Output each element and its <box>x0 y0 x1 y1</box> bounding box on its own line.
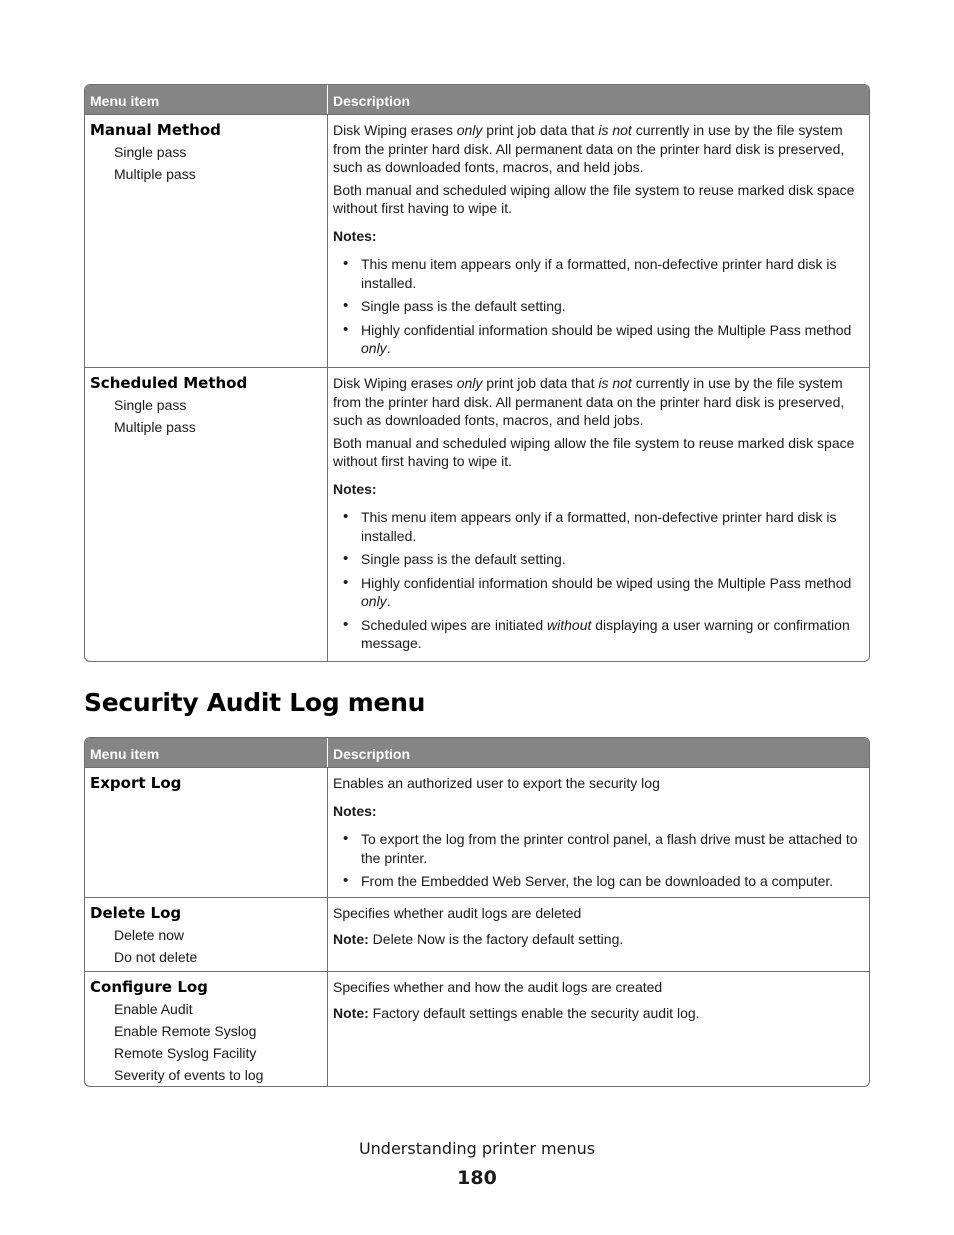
header-description: Description <box>333 93 411 109</box>
description-cell <box>328 768 869 897</box>
description-paragraph: Specifies whether and how the audit logs are created <box>333 979 663 995</box>
header-description: Description <box>333 746 411 762</box>
menu-item-cell <box>85 898 328 971</box>
page-number: 180 <box>457 1167 497 1189</box>
menu-subitem: Delete now <box>114 927 185 943</box>
menu-item-title: Delete Log <box>90 904 182 922</box>
table-row <box>85 768 869 897</box>
list-item: • Scheduled wipes are initiated without displaying a user warning or confirmation message. <box>333 616 865 653</box>
list-item: • To export the log from the printer control panel, a flash drive must be attached to the printer. <box>333 830 865 867</box>
menu-subitem: Severity of events to log <box>114 1067 264 1083</box>
list-item: • This menu item appears only if a formatted, non-defective printer hard disk is installed. <box>333 508 865 545</box>
note-label: Note: <box>333 930 369 947</box>
disk-wiping-table <box>84 84 870 662</box>
list-item: • Single pass is the default setting. <box>333 550 865 569</box>
header-menu-item: Menu item <box>85 738 328 767</box>
table-header <box>85 85 869 115</box>
menu-item-cell <box>85 972 328 1087</box>
description-cell <box>328 972 869 1087</box>
table-row <box>85 367 869 662</box>
menu-item-title: Manual Method <box>90 121 221 139</box>
menu-item-title: Configure Log <box>90 978 208 996</box>
note-text: Delete Now is the factory default setting. <box>368 930 624 947</box>
menu-subitem: Single pass <box>114 397 187 413</box>
menu-subitem: Do not delete <box>114 949 198 965</box>
description-paragraph: Both manual and scheduled wiping allow the file system to reuse marked disk space without first having to wipe it. <box>333 181 855 216</box>
menu-item-cell <box>85 115 328 367</box>
menu-item-title: Scheduled Method <box>90 374 248 392</box>
notes-label: Notes: <box>333 227 377 244</box>
description-cell <box>328 898 869 971</box>
menu-subitem: Single pass <box>114 144 187 160</box>
notes-list <box>333 255 865 358</box>
section-title: Security Audit Log menu <box>84 688 426 717</box>
notes-list <box>333 830 865 891</box>
menu-item-title: Export Log <box>90 774 182 792</box>
menu-subitem: Multiple pass <box>114 166 196 182</box>
menu-subitem: Multiple pass <box>114 419 196 435</box>
header-menu-item: Menu item <box>85 85 328 114</box>
menu-item-cell <box>85 768 328 897</box>
table-row <box>85 115 869 367</box>
description-paragraph: Both manual and scheduled wiping allow the file system to reuse marked disk space without first having to wipe it. <box>333 434 855 469</box>
footer-title: Understanding printer menus <box>358 1139 596 1158</box>
notes-label: Notes: <box>333 802 377 819</box>
description-paragraph: Disk Wiping erases only print job data that is not currently in use by the file system from the printer hard disk. All permanent data on the printer hard disk is preserved, such as downloaded fonts, macros, and held jobs. <box>333 122 845 175</box>
notes-label: Notes: <box>333 480 377 497</box>
description-paragraph: Specifies whether audit logs are deleted <box>333 905 582 921</box>
notes-list <box>333 508 865 653</box>
menu-subitem: Remote Syslog Facility <box>114 1045 257 1061</box>
table-row <box>85 897 869 971</box>
note-line <box>333 1004 865 1023</box>
description-paragraph: Disk Wiping erases only print job data that is not currently in use by the file system from the printer hard disk. All permanent data on the printer hard disk is preserved, such as downloaded fonts, macros, and held jobs. <box>333 375 845 428</box>
menu-subitem: Enable Audit <box>114 1001 193 1017</box>
table-row <box>85 971 869 1087</box>
menu-subitem: Enable Remote Syslog <box>114 1023 257 1039</box>
table-header <box>85 738 869 768</box>
list-item: • Highly confidential information should be wiped using the Multiple Pass method only. <box>333 574 865 611</box>
list-item: • Single pass is the default setting. <box>333 297 865 316</box>
list-item: • This menu item appears only if a formatted, non-defective printer hard disk is installed. <box>333 255 865 292</box>
list-item: • Highly confidential information should be wiped using the Multiple Pass method only. <box>333 321 865 358</box>
description-cell <box>328 368 869 662</box>
note-label: Note: <box>333 1004 369 1021</box>
security-audit-log-table <box>84 737 870 1087</box>
list-item: • From the Embedded Web Server, the log can be downloaded to a computer. <box>333 872 865 891</box>
note-text: Factory default settings enable the security audit log. <box>368 1004 700 1021</box>
note-line <box>333 930 865 949</box>
description-paragraph: Enables an authorized user to export the security log <box>333 775 660 791</box>
menu-item-cell <box>85 368 328 662</box>
description-cell <box>328 115 869 367</box>
